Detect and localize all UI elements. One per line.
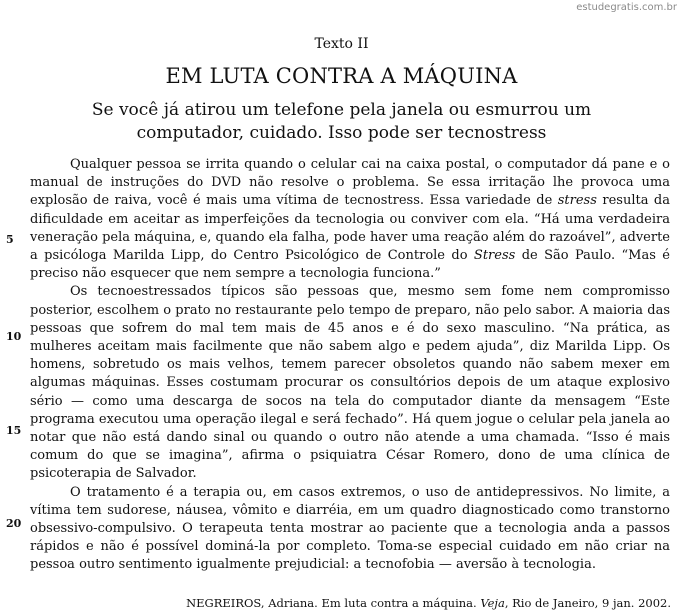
paragraph-3: O tratamento é a terapia ou, em casos extremos, o uso de antidepressivos. No limite, a vítima tem sudorese, náusea, vômito e diarréia, em um quadro diagnosticado como transtorno obsessivo-compulsivo. O terapeuta tenta mostrar ao paciente que a tecnologia anda a passos rápidos e não é possível dominá-la por completo. Toma-se especial cuidado em não criar na pessoa outro sentimento igualmente prejudicial: a tecnofobia — aversão à tecnologia. [30,484,670,573]
citation: NEGREIROS, Adriana. Em luta contra a máquina. Veja, Rio de Janeiro, 9 jan. 2002. [186,596,671,610]
paragraph-2: Os tecnoestressados típicos são pessoas que, mesmo sem fome nem compromisso posterior, escolhem o prato no restaurante pelo tempo de preparo, não pelo sabor. A maioria das pessoas que sofrem do mal tem mais de 45 anos e é do sexo masculino. “Na prática, as mulheres aceitam mais facilmente que não sabem algo e pedem ajuda”, diz Marilda Lipp. Os homens, sobretudo os mais velhos, temem parecer obsoletos quando não sabem mexer em algumas máquinas. Esses costumam procurar os consultórios depois de um ataque explosivo sério — como uma descarga de socos na tela do computador diante da mensagem “Este programa executou uma operação ilegal e será fechado”. Há quem jogue o celular pela janela ao notar que não está dando sinal ou quando o outro não atende a uma chamada. “Isso é mais comum do que se imagina”, afirma o psiquiatra César Romero, dono de uma clínica de psicoterapia de Salvador. [30,284,670,482]
article-body [30,156,670,575]
paragraph-1: Qualquer pessoa se irrita quando o celular cai na caixa postal, o computador dá pane e o manual de instruções do DVD não resolve o problema. Se essa irritação lhe provoca uma explosão de raiva, você é mais uma vítima de tecnostress. Essa variedade de stress resulta da dificuldade em aceitar as imperfeições da tecnologia ou conviver com ela. “Há uma verdadeira veneração pela máquina, e, quando ela falha, pode haver uma reação além do razoável”, adverte a psicóloga Marilda Lipp, do Centro Psicológico de Controle do Stress de São Paulo. “Mas é preciso não esquecer que nem sempre a tecnologia funciona.” [30,157,671,282]
line-number: 5 [6,233,14,246]
article-title: EM LUTA CONTRA A MÁQUINA [165,64,518,88]
line-number: 15 [6,424,22,437]
text-label: Texto II [314,36,369,52]
line-number: 10 [6,330,22,343]
line-number: 20 [6,517,22,530]
article-subtitle: Se você já atirou um telefone pela janela ou esmurrou um computador, cuidado. Isso pode ser tecnostress [91,100,592,143]
watermark: estudegratis.com.br [576,2,677,13]
